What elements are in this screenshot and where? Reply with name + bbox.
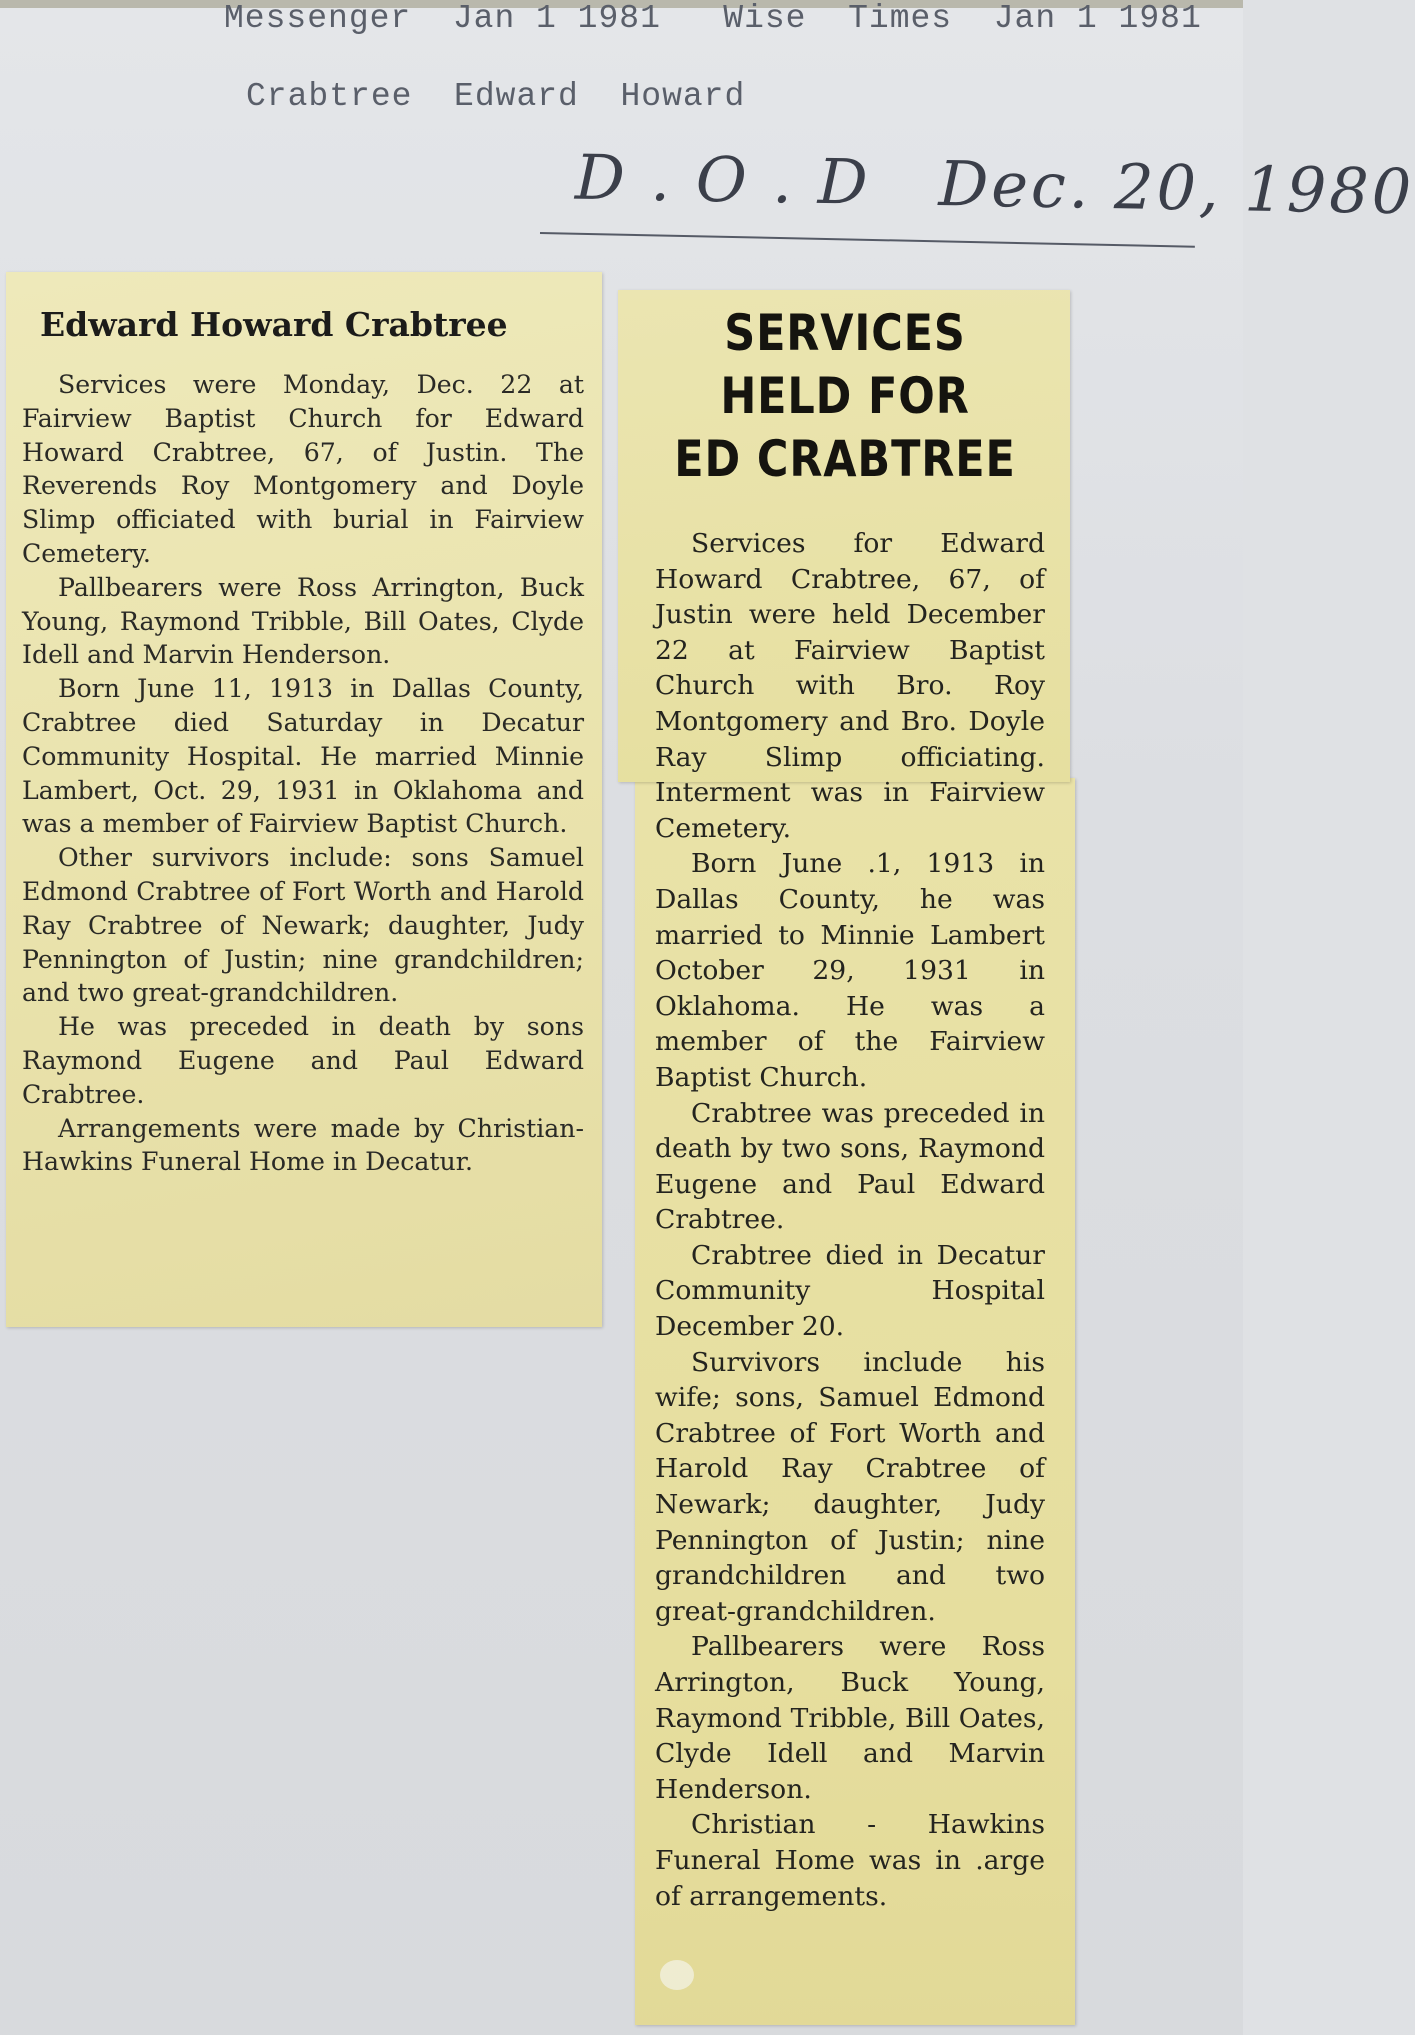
clipping-2-paragraph: Services for Edward Howard Crabtree, 67, of Justin were held December 22 at Fairview Baptist Church with Bro. Roy Montgomery and Bro. Doyle Ray Slimp officiating. Interment was in Fairview Cemetery.: [655, 528, 1045, 844]
headline-line: SERVICES: [724, 304, 966, 362]
name-line: Crabtree Edward Howard: [246, 78, 746, 115]
source-line: Messenger Jan 1 1981 Wise Times Jan 1 1981: [224, 0, 1202, 37]
clipping-1-paragraph: Pallbearers were Ross Arrington, Buck Young, Raymond Tribble, Bill Oates, Clyde Idell and Marvin Henderson.: [22, 572, 584, 670]
clipping-1-paragraph: Services were Monday, Dec. 22 at Fairview Baptist Church for Edward Howard Crabtree, 67, of Justin. The Reverends Roy Montgomery and Doyle Slimp officiated with burial in Fairview Cemetery.: [22, 370, 584, 568]
headline-line: HELD FOR: [720, 367, 970, 425]
clipping-1-paragraph: He was preceded in death by sons Raymond Eugene and Paul Edward Crabtree.: [22, 1012, 584, 1109]
clipping-1-title: Edward Howard Crabtree: [40, 305, 508, 344]
clipping-1-paragraph: Other survivors include: sons Samuel Edmond Crabtree of Fort Worth and Harold Ray Crabtree of Newark; daughter, Judy Pennington of Justin; nine grandchildren; and two great-grandchildren.: [22, 843, 584, 1008]
clipping-2-paragraph: Crabtree died in Decatur Community Hospital December 20.: [655, 1239, 1045, 1343]
handwritten-date-of-death: D . O . D Dec. 20, 1980: [574, 140, 1415, 229]
clipping-2-paragraph: Pallbearers were Ross Arrington, Buck Young, Raymond Tribble, Bill Oates, Clyde Idell and Marvin Henderson.: [655, 1631, 1045, 1805]
clipping-1-paragraph: Born June 11, 1913 in Dallas County, Crabtree died Saturday in Decatur Community Hospital. He married Minnie Lambert, Oct. 29, 1931 in Oklahoma and was a member of Fairview Baptist Church.: [22, 674, 584, 839]
clipping-2-paragraph: Survivors include his wife; sons, Samuel Edmond Crabtree of Fort Worth and Harold Ray Crabtree of Newark; daughter, Judy Pennington of Justin; nine grandchildren and two great-grandchildren.: [655, 1346, 1045, 1627]
clipping-1-body: [22, 368, 584, 1179]
clipping-2-paragraph: Christian - Hawkins Funeral Home was in .arge of arrangements.: [655, 1809, 1045, 1912]
headline-line: ED CRABTREE: [674, 430, 1016, 488]
paper-wear-spot: [660, 1960, 694, 1990]
clipping-1-paragraph: Arrangements were made by Christian-Hawkins Funeral Home in Decatur.: [22, 1113, 584, 1177]
clipping-2-headline: [652, 302, 1039, 491]
clipping-2-body: [655, 526, 1045, 1914]
clipping-2-paragraph: Born June .1, 1913 in Dallas County, he was married to Minnie Lambert October 29, 1931 in Oklahoma. He was a member of the Fairview Baptist Church.: [655, 848, 1045, 1093]
clipping-2-paragraph: Crabtree was preceded in death by two sons, Raymond Eugene and Paul Edward Crabtree.: [655, 1097, 1045, 1236]
handwritten-underline: [540, 232, 1195, 248]
